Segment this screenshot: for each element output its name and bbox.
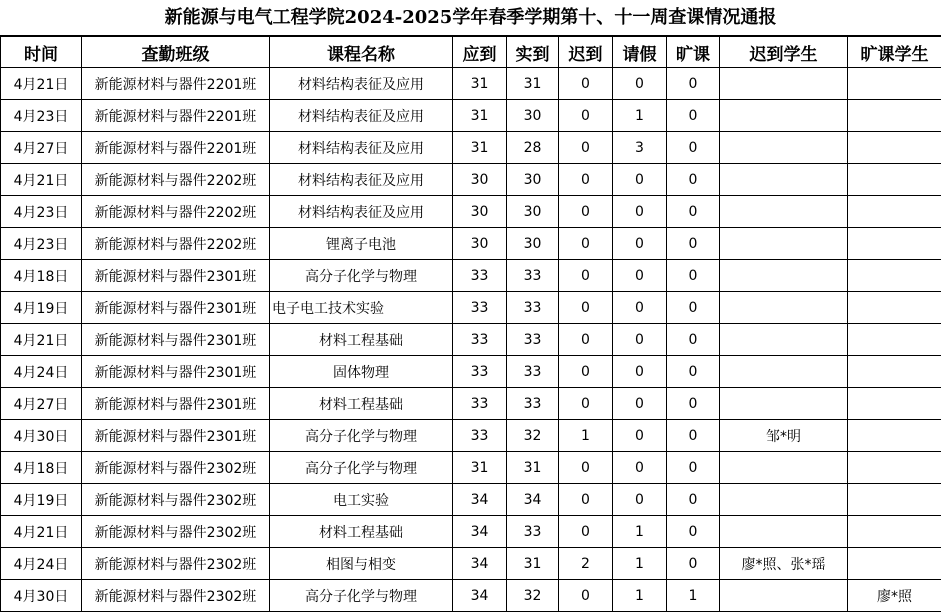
header-late-students: 迟到学生 <box>720 37 848 68</box>
report-title: 新能源与电气工程学院2024-2025学年春季学期第十、十一周查课情况通报 <box>0 0 941 36</box>
cell-leave[interactable]: 0 <box>613 324 667 356</box>
cell-actual[interactable]: 32 <box>507 420 559 452</box>
cell-late[interactable]: 0 <box>559 100 613 132</box>
cell-late-students[interactable] <box>720 68 848 100</box>
cell-actual[interactable]: 33 <box>507 388 559 420</box>
cell-absent-students[interactable] <box>848 260 941 292</box>
cell-expected[interactable]: 34 <box>453 548 507 580</box>
cell-date[interactable]: 4月30日 <box>1 580 82 612</box>
cell-absent-students[interactable] <box>848 516 941 548</box>
cell-actual[interactable]: 30 <box>507 196 559 228</box>
cell-actual[interactable]: 30 <box>507 228 559 260</box>
cell-absent-students[interactable] <box>848 452 941 484</box>
cell-expected[interactable]: 33 <box>453 388 507 420</box>
cell-course[interactable]: 材料工程基础 <box>270 388 453 420</box>
cell-class[interactable]: 新能源材料与器件2302班 <box>82 452 270 484</box>
cell-course[interactable]: 材料工程基础 <box>270 324 453 356</box>
cell-late[interactable]: 0 <box>559 388 613 420</box>
cell-class[interactable]: 新能源材料与器件2201班 <box>82 132 270 164</box>
cell-late-students[interactable] <box>720 228 848 260</box>
cell-actual[interactable]: 31 <box>507 548 559 580</box>
cell-course[interactable]: 材料结构表征及应用 <box>270 132 453 164</box>
cell-absent[interactable]: 0 <box>667 68 720 100</box>
cell-course[interactable]: 高分子化学与物理 <box>270 420 453 452</box>
header-course: 课程名称 <box>270 37 453 68</box>
cell-expected[interactable]: 30 <box>453 196 507 228</box>
cell-late-students[interactable]: 邹*明 <box>720 420 848 452</box>
cell-expected[interactable]: 34 <box>453 580 507 612</box>
cell-late[interactable]: 2 <box>559 548 613 580</box>
cell-absent[interactable]: 0 <box>667 324 720 356</box>
cell-leave[interactable]: 0 <box>613 164 667 196</box>
cell-date[interactable]: 4月21日 <box>1 516 82 548</box>
table-body <box>1 68 941 612</box>
table-row <box>1 68 941 100</box>
cell-class[interactable]: 新能源材料与器件2301班 <box>82 292 270 324</box>
cell-class[interactable]: 新能源材料与器件2202班 <box>82 196 270 228</box>
table-row <box>1 516 941 548</box>
cell-leave[interactable]: 0 <box>613 356 667 388</box>
cell-absent[interactable]: 0 <box>667 356 720 388</box>
cell-late-students[interactable] <box>720 132 848 164</box>
header-late: 迟到 <box>559 37 613 68</box>
cell-course[interactable]: 材料结构表征及应用 <box>270 164 453 196</box>
cell-class[interactable]: 新能源材料与器件2302班 <box>82 580 270 612</box>
table-row <box>1 132 941 164</box>
cell-late-students[interactable] <box>720 580 848 612</box>
cell-absent[interactable]: 0 <box>667 260 720 292</box>
table-row <box>1 484 941 516</box>
cell-late[interactable]: 0 <box>559 324 613 356</box>
cell-late[interactable]: 0 <box>559 68 613 100</box>
table-row <box>1 196 941 228</box>
cell-leave[interactable]: 1 <box>613 548 667 580</box>
cell-absent-students[interactable] <box>848 132 941 164</box>
cell-course[interactable]: 高分子化学与物理 <box>270 260 453 292</box>
header-class: 查勤班级 <box>82 37 270 68</box>
table-row <box>1 324 941 356</box>
cell-date[interactable]: 4月24日 <box>1 548 82 580</box>
table-row <box>1 228 941 260</box>
cell-date[interactable]: 4月23日 <box>1 228 82 260</box>
cell-late[interactable]: 0 <box>559 484 613 516</box>
cell-absent[interactable]: 0 <box>667 164 720 196</box>
cell-late-students[interactable] <box>720 292 848 324</box>
cell-absent[interactable]: 0 <box>667 196 720 228</box>
cell-absent-students[interactable]: 廖*照 <box>848 580 941 612</box>
cell-absent[interactable]: 0 <box>667 548 720 580</box>
cell-actual[interactable]: 33 <box>507 292 559 324</box>
cell-class[interactable]: 新能源材料与器件2201班 <box>82 68 270 100</box>
cell-date[interactable]: 4月19日 <box>1 292 82 324</box>
cell-absent-students[interactable] <box>848 420 941 452</box>
cell-late-students[interactable] <box>720 516 848 548</box>
cell-late-students[interactable] <box>720 196 848 228</box>
cell-leave[interactable]: 0 <box>613 292 667 324</box>
table-row <box>1 356 941 388</box>
cell-absent-students[interactable] <box>848 100 941 132</box>
cell-leave[interactable]: 1 <box>613 580 667 612</box>
cell-absent-students[interactable] <box>848 292 941 324</box>
table-row <box>1 452 941 484</box>
cell-actual[interactable]: 34 <box>507 484 559 516</box>
cell-course[interactable]: 材料结构表征及应用 <box>270 100 453 132</box>
cell-late[interactable]: 0 <box>559 132 613 164</box>
cell-leave[interactable]: 0 <box>613 420 667 452</box>
cell-actual[interactable]: 32 <box>507 580 559 612</box>
cell-absent-students[interactable] <box>848 164 941 196</box>
cell-class[interactable]: 新能源材料与器件2302班 <box>82 548 270 580</box>
cell-actual[interactable]: 31 <box>507 452 559 484</box>
cell-expected[interactable]: 30 <box>453 228 507 260</box>
cell-late[interactable]: 0 <box>559 164 613 196</box>
cell-expected[interactable]: 34 <box>453 484 507 516</box>
cell-course[interactable]: 材料结构表征及应用 <box>270 68 453 100</box>
cell-date[interactable]: 4月23日 <box>1 100 82 132</box>
cell-date[interactable]: 4月21日 <box>1 164 82 196</box>
cell-class[interactable]: 新能源材料与器件2301班 <box>82 260 270 292</box>
cell-expected[interactable]: 31 <box>453 100 507 132</box>
cell-leave[interactable]: 1 <box>613 516 667 548</box>
table-row <box>1 420 941 452</box>
cell-late-students[interactable] <box>720 164 848 196</box>
cell-date[interactable]: 4月21日 <box>1 324 82 356</box>
cell-actual[interactable]: 31 <box>507 68 559 100</box>
cell-late[interactable]: 0 <box>559 196 613 228</box>
cell-expected[interactable]: 33 <box>453 324 507 356</box>
cell-course[interactable]: 相图与相变 <box>270 548 453 580</box>
cell-actual[interactable]: 33 <box>507 324 559 356</box>
cell-late[interactable]: 0 <box>559 452 613 484</box>
cell-leave[interactable]: 1 <box>613 100 667 132</box>
cell-class[interactable]: 新能源材料与器件2302班 <box>82 516 270 548</box>
cell-absent-students[interactable] <box>848 484 941 516</box>
cell-absent-students[interactable] <box>848 324 941 356</box>
cell-expected[interactable]: 31 <box>453 452 507 484</box>
cell-absent-students[interactable] <box>848 68 941 100</box>
cell-course[interactable]: 材料工程基础 <box>270 516 453 548</box>
cell-absent-students[interactable] <box>848 196 941 228</box>
cell-date[interactable]: 4月27日 <box>1 388 82 420</box>
cell-late-students[interactable] <box>720 388 848 420</box>
header-absent: 旷课 <box>667 37 720 68</box>
cell-absent-students[interactable] <box>848 356 941 388</box>
cell-absent[interactable]: 0 <box>667 420 720 452</box>
cell-absent[interactable]: 0 <box>667 228 720 260</box>
table-row <box>1 580 941 612</box>
cell-absent-students[interactable] <box>848 388 941 420</box>
cell-leave[interactable]: 0 <box>613 452 667 484</box>
cell-class[interactable]: 新能源材料与器件2301班 <box>82 388 270 420</box>
cell-class[interactable]: 新能源材料与器件2202班 <box>82 228 270 260</box>
cell-absent[interactable]: 0 <box>667 132 720 164</box>
cell-course[interactable]: 锂离子电池 <box>270 228 453 260</box>
cell-absent[interactable]: 0 <box>667 484 720 516</box>
cell-class[interactable]: 新能源材料与器件2302班 <box>82 484 270 516</box>
cell-leave[interactable]: 0 <box>613 484 667 516</box>
cell-expected[interactable]: 31 <box>453 132 507 164</box>
table-row <box>1 260 941 292</box>
cell-late-students[interactable]: 廖*照、张*瑶 <box>720 548 848 580</box>
cell-actual[interactable]: 33 <box>507 260 559 292</box>
cell-class[interactable]: 新能源材料与器件2301班 <box>82 356 270 388</box>
cell-actual[interactable]: 33 <box>507 356 559 388</box>
cell-absent-students[interactable] <box>848 228 941 260</box>
header-leave: 请假 <box>613 37 667 68</box>
cell-leave[interactable]: 0 <box>613 196 667 228</box>
cell-course[interactable]: 高分子化学与物理 <box>270 580 453 612</box>
cell-late-students[interactable] <box>720 484 848 516</box>
cell-date[interactable]: 4月24日 <box>1 356 82 388</box>
cell-date[interactable]: 4月18日 <box>1 260 82 292</box>
header-expected: 应到 <box>453 37 507 68</box>
cell-actual[interactable]: 33 <box>507 516 559 548</box>
cell-actual[interactable]: 28 <box>507 132 559 164</box>
cell-class[interactable]: 新能源材料与器件2201班 <box>82 100 270 132</box>
cell-leave[interactable]: 0 <box>613 68 667 100</box>
cell-course[interactable]: 固体物理 <box>270 356 453 388</box>
cell-class[interactable]: 新能源材料与器件2301班 <box>82 420 270 452</box>
table-row <box>1 164 941 196</box>
cell-late[interactable]: 0 <box>559 292 613 324</box>
cell-absent[interactable]: 1 <box>667 580 720 612</box>
cell-actual[interactable]: 30 <box>507 100 559 132</box>
cell-late[interactable]: 0 <box>559 516 613 548</box>
cell-absent[interactable]: 0 <box>667 452 720 484</box>
cell-late-students[interactable] <box>720 452 848 484</box>
cell-course[interactable]: 高分子化学与物理 <box>270 452 453 484</box>
cell-date[interactable]: 4月21日 <box>1 68 82 100</box>
cell-absent[interactable]: 0 <box>667 100 720 132</box>
cell-absent[interactable]: 0 <box>667 292 720 324</box>
cell-course[interactable]: 电工实验 <box>270 484 453 516</box>
cell-class[interactable]: 新能源材料与器件2202班 <box>82 164 270 196</box>
cell-expected[interactable]: 33 <box>453 420 507 452</box>
cell-class[interactable]: 新能源材料与器件2301班 <box>82 324 270 356</box>
cell-course[interactable]: 电子电工技术实验 <box>270 292 453 324</box>
cell-late[interactable]: 0 <box>559 580 613 612</box>
header-date: 时间 <box>1 37 82 68</box>
cell-date[interactable]: 4月27日 <box>1 132 82 164</box>
cell-late[interactable]: 0 <box>559 228 613 260</box>
cell-late-students[interactable] <box>720 260 848 292</box>
cell-date[interactable]: 4月19日 <box>1 484 82 516</box>
table-row <box>1 100 941 132</box>
table-row <box>1 292 941 324</box>
cell-late-students[interactable] <box>720 356 848 388</box>
cell-expected[interactable]: 31 <box>453 68 507 100</box>
cell-expected[interactable]: 34 <box>453 516 507 548</box>
cell-absent-students[interactable] <box>848 548 941 580</box>
header-actual: 实到 <box>507 37 559 68</box>
cell-late[interactable]: 0 <box>559 356 613 388</box>
cell-leave[interactable]: 3 <box>613 132 667 164</box>
cell-date[interactable]: 4月30日 <box>1 420 82 452</box>
cell-expected[interactable]: 33 <box>453 260 507 292</box>
cell-leave[interactable]: 0 <box>613 228 667 260</box>
cell-date[interactable]: 4月23日 <box>1 196 82 228</box>
table-row <box>1 388 941 420</box>
cell-date[interactable]: 4月18日 <box>1 452 82 484</box>
attendance-table <box>0 36 941 612</box>
cell-late-students[interactable] <box>720 324 848 356</box>
table-row <box>1 548 941 580</box>
cell-course[interactable]: 材料结构表征及应用 <box>270 196 453 228</box>
header-row <box>1 37 941 68</box>
cell-expected[interactable]: 33 <box>453 356 507 388</box>
header-absent-students: 旷课学生 <box>848 37 941 68</box>
cell-expected[interactable]: 33 <box>453 292 507 324</box>
cell-late-students[interactable] <box>720 100 848 132</box>
cell-late[interactable]: 1 <box>559 420 613 452</box>
cell-leave[interactable]: 0 <box>613 388 667 420</box>
cell-leave[interactable]: 0 <box>613 260 667 292</box>
cell-late[interactable]: 0 <box>559 260 613 292</box>
cell-absent[interactable]: 0 <box>667 388 720 420</box>
cell-absent[interactable]: 0 <box>667 516 720 548</box>
cell-actual[interactable]: 30 <box>507 164 559 196</box>
cell-expected[interactable]: 30 <box>453 164 507 196</box>
